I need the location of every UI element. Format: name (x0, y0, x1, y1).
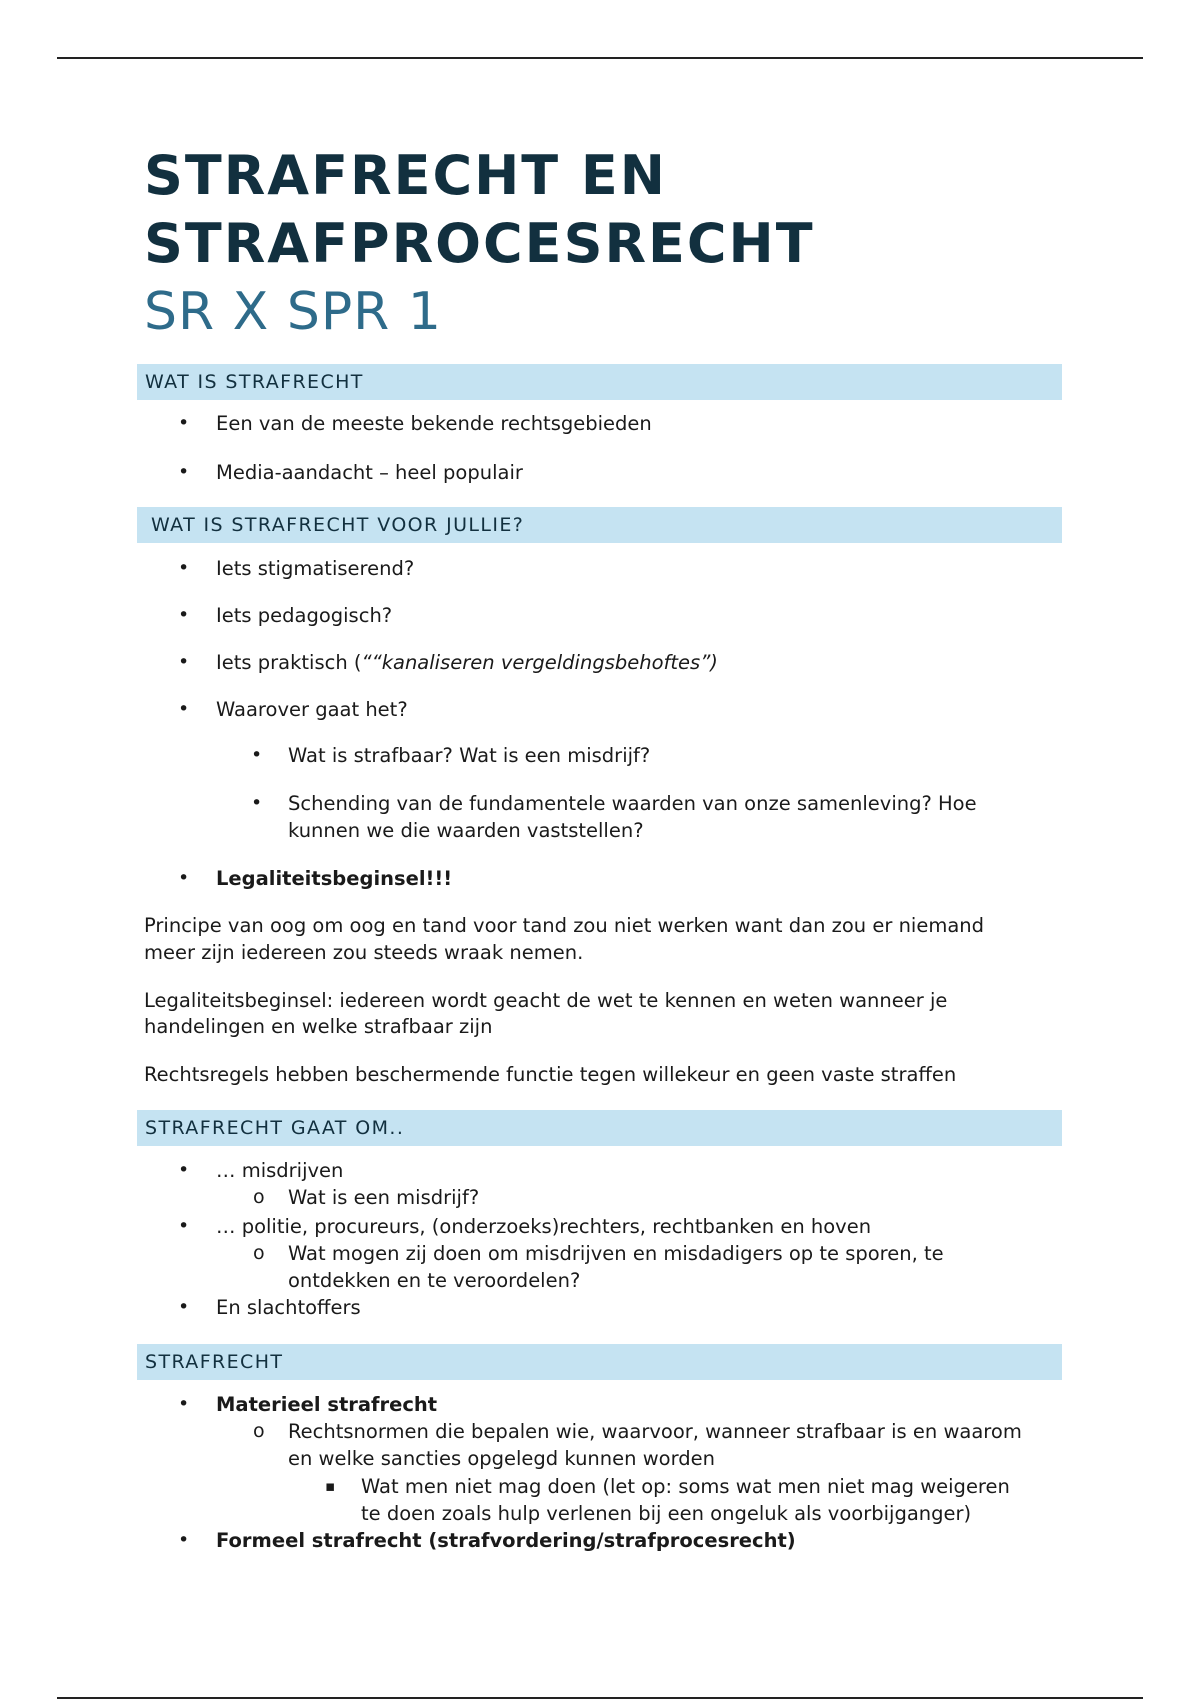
list-item: Iets stigmatiserend? (216, 557, 415, 580)
list-item: … misdrijven (216, 1159, 344, 1182)
bullet-square: ▪ (325, 1477, 336, 1495)
bullet-dot: • (178, 412, 190, 434)
sub-list-item: Wat mogen zij doen om misdrijven en misdadigers op te sporen, te (288, 1242, 944, 1265)
document-subtitle: SR X SPR 1 (144, 282, 442, 342)
bullet-dot: • (178, 461, 190, 483)
bullet-circle: o (253, 1186, 265, 1208)
bottom-rule (57, 1697, 1143, 1699)
bullet-circle: o (253, 1420, 265, 1442)
list-item: … politie, procureurs, (onderzoeks)rechters, rechtbanken en hoven (216, 1215, 872, 1238)
document-title (144, 142, 815, 278)
paragraph-line: Rechtsregels hebben beschermende functie tegen willekeur en geen vaste straffen (144, 1063, 957, 1086)
list-item-materieel-strafrecht: Materieel strafrecht (216, 1393, 438, 1416)
paragraph-line: Legaliteitsbeginsel: iedereen wordt geacht de wet te kennen en weten wanneer je (144, 989, 948, 1012)
sub-list-item: Rechtsnormen die bepalen wie, waarvoor, wanneer strafbaar is en waarom (288, 1420, 1022, 1443)
section-heading-wat-is-strafrecht: WAT IS STRAFRECHT (137, 364, 1062, 400)
sub-sub-list-item-continued: te doen zoals hulp verlenen bij een ongeluk als voorbijganger) (361, 1502, 972, 1525)
bullet-dot: • (178, 1393, 190, 1415)
sub-list-item: Wat is strafbaar? Wat is een misdrijf? (288, 744, 651, 767)
bullet-dot: • (178, 1529, 190, 1551)
sub-list-item-continued: ontdekken en te veroordelen? (288, 1269, 581, 1292)
bullet-dot: • (178, 1159, 190, 1181)
bullet-dot: • (178, 1215, 190, 1237)
section-heading-strafrecht-gaat-om: STRAFRECHT GAAT OM.. (137, 1110, 1062, 1146)
list-item: En slachtoffers (216, 1296, 361, 1319)
title-line-2: STRAFPROCESRECHT (144, 212, 815, 275)
bullet-dot: • (178, 651, 190, 673)
sub-sub-list-item: Wat men niet mag doen (let op: soms wat men niet mag weigeren (361, 1475, 1010, 1498)
praktisch-quote: ““kanaliseren vergeldingsbehoftes”) (361, 651, 718, 674)
bullet-dot: • (251, 792, 263, 814)
paragraph-line: Principe van oog om oog en tand voor tand zou niet werken want dan zou er niemand (144, 914, 985, 937)
bullet-dot: • (178, 1296, 190, 1318)
list-item: Iets pedagogisch? (216, 604, 393, 627)
list-item: Een van de meeste bekende rechtsgebieden (216, 412, 652, 435)
bullet-dot: • (178, 698, 190, 720)
list-item-formeel-strafrecht: Formeel strafrecht (strafvordering/strafprocesrecht) (216, 1529, 796, 1552)
title-line-1: STRAFRECHT EN (144, 144, 667, 207)
section-heading-wat-is-strafrecht-voor-jullie: WAT IS STRAFRECHT VOOR JULLIE? (137, 507, 1062, 543)
paragraph-line: handelingen en welke strafbaar zijn (144, 1015, 493, 1038)
sub-list-item: Schending van de fundamentele waarden van onze samenleving? Hoe (288, 792, 977, 815)
paragraph-line: meer zijn iedereen zou steeds wraak nemen. (144, 941, 584, 964)
bullet-circle: o (253, 1242, 265, 1264)
top-rule (57, 57, 1143, 59)
praktisch-prefix: Iets praktisch ( (216, 651, 362, 674)
list-item-legaliteitsbeginsel: Legaliteitsbeginsel!!! (216, 867, 453, 890)
bullet-dot: • (251, 744, 263, 766)
bullet-dot: • (178, 867, 190, 889)
bullet-dot: • (178, 604, 190, 626)
list-item: Waarover gaat het? (216, 698, 408, 721)
list-item: Media-aandacht – heel populair (216, 461, 523, 484)
sub-list-item-continued: kunnen we die waarden vaststellen? (288, 819, 644, 842)
sub-list-item: Wat is een misdrijf? (288, 1186, 480, 1209)
sub-list-item-continued: en welke sancties opgelegd kunnen worden (288, 1447, 715, 1470)
section-heading-strafrecht: STRAFRECHT (137, 1344, 1062, 1380)
bullet-dot: • (178, 557, 190, 579)
list-item (216, 649, 718, 676)
